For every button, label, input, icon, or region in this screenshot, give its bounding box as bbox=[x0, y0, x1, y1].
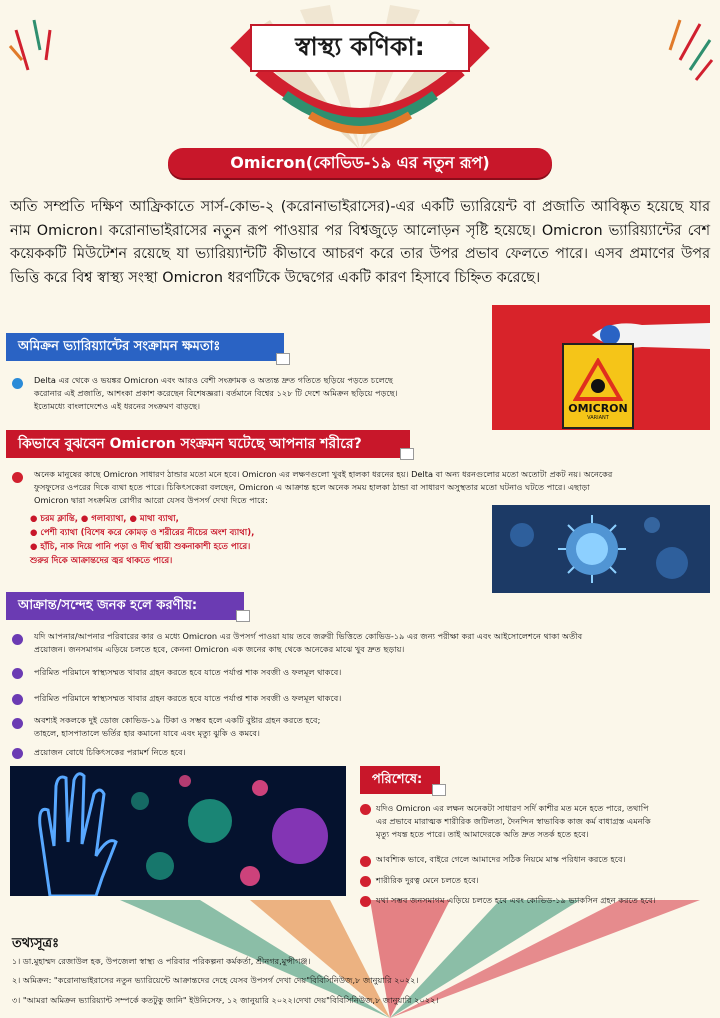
text-line: প্রয়োজন। জনসমাগম এড়িয়ে চলতে হবে, কেননা Omicron এক জনের কাছ থেকে অনেকের মাঝে খুব দ্রুত ছড়ায়। bbox=[34, 644, 405, 654]
action-item bbox=[34, 714, 714, 740]
action-item bbox=[34, 692, 714, 705]
heading-tab bbox=[400, 448, 414, 460]
conclusion-item bbox=[376, 853, 716, 866]
page-title: স্বাস্থ্য কণিকা: bbox=[250, 24, 470, 72]
text-line: যদিও Omicron এর লক্ষন অনেকটা সাধারণ সর্দি কাশীর মত মনে হতে পারে, তথাপি bbox=[376, 803, 649, 813]
intro-paragraph: অতি সম্প্রতি দক্ষিণ আফ্রিকাতে সার্স-কোভ-২ (করোনাভাইরাসের)-এর একটি ভ্যারিয়েন্ট বা প্রজাতি আবিষ্কৃত হয়েছে যার নাম Omicron। করোনাভাইরাসের নতুন রূপ পাওয়ার পর বিশ্বজুড়ে আলোড়ন সৃষ্টি হয়েছে। Omicron ভ্যারিয়্যান্টের বেশ কয়েককটি মিউটেশন রয়েছে যা ভ্যারিয়্যান্টটি কীভাবে আচরণ করে তার উপর প্রভাব ফেলতে পারে। এসব প্রমাণের উপর ভিত্তি করে বিশ্ব স্বাস্থ্য সংস্থা Omicron ধরণটিকে উদ্বেগের একটি কারণ হিসাবে চিহ্নিত করেছে। bbox=[10, 199, 710, 286]
omicron-sign-image bbox=[492, 305, 710, 430]
virus-illustration bbox=[492, 505, 710, 593]
section-actions-title: আক্রান্ত/সন্দেহ জনক হলে করণীয়: bbox=[18, 597, 198, 613]
text-line: আবশ্যিক ভাবে, বাইরে গেলে আমাদের সঠিক নিয়মে মাস্ক পরিধান করতে হবে। bbox=[376, 854, 626, 864]
bullet-icon bbox=[12, 472, 23, 483]
bullet-icon bbox=[12, 668, 23, 679]
text-line: পরিমিত পরিমানে স্বাস্থ্যসম্মত খাবার গ্রহন করতে হবে যাতে পর্যাপ্ত শাক সবজী ও ফলমূল থাকবে। bbox=[34, 693, 342, 703]
text-line: ফুসফুসের ওপরের দিকে ব্যথা হতে পারে। চিকিৎসকেরা বলছেন, Omicron এ আক্রান্ত হলে অনেক সময় হালকা ঠান্ডা বা সাধারণ অসুস্থতার মতো ঘটনাও ঘটতে পারে। এছাড়া bbox=[34, 482, 590, 492]
bullet-icon bbox=[360, 896, 371, 907]
symptom-line: ● হাঁচি, নাক দিয়ে পানি পড়া ও দীর্ঘ স্থায়ী শুকনাকাশী হতে পারে। bbox=[30, 542, 251, 552]
bullet-icon bbox=[12, 748, 23, 759]
sources-heading: তথ্যসূত্রঃ bbox=[12, 936, 60, 951]
symptom-line: ● চরম ক্লান্তি, ● গলাব্যাথা, ● মাথা ব্যাথা, bbox=[30, 514, 179, 524]
text-line: তাহলে, হাসপাতালে ভর্তির হার কমানো যাবে এবং মৃত্যু ঝুকি ও কমবে। bbox=[34, 728, 260, 738]
text-line: করোনার এই প্রজাতি, আশংকা প্রকাশ করেছেন বিশেষজ্ঞরা। বর্তমানে বিশ্বের ১২৮ টি দেশে অমিক্রন ছড়িয়ে পড়ছে। bbox=[34, 388, 398, 398]
text-line: Omicron দ্বারা সংক্রমিত রোগীর আরো যেসব উপসর্গ দেখা দিতে পারে: bbox=[34, 495, 268, 505]
action-item bbox=[34, 746, 714, 759]
heading-tab bbox=[236, 610, 250, 622]
bullet-icon bbox=[360, 856, 371, 867]
text-line: যদি আপনার/আপনার পরিবারের কার ও মধ্যে Omicron এর উপসর্গ পাওয়া যায় তবে জরুরী ভিত্তিতে কোভিড-১৯ এর জন্য পরীক্ষা করা এবং আইসোলেশনে থাকা অতীব bbox=[34, 631, 583, 641]
section-conclusion-title: পরিশেষে: bbox=[372, 771, 423, 787]
section-symptoms-text bbox=[34, 468, 714, 507]
bullet-icon bbox=[12, 718, 23, 729]
bullet-icon bbox=[12, 634, 23, 645]
warning-triangle-icon bbox=[573, 358, 623, 402]
action-item bbox=[34, 666, 714, 679]
text-line: অনেক মানুষের কাছে Omicron সাধারণ ঠান্ডার মতো মনে হবে। Omicron এর লক্ষণগুলো খুবই হালকা ধরনের হয়। Delta বা অন্য ধরনগুলোর মতো অতোটা প্রকট নয়। অনেকের bbox=[34, 469, 613, 479]
omicron-warning-sign bbox=[562, 343, 634, 429]
source-item: ১। ডা.মুহাম্মদ রেজাউল হক, উপজেলা স্বাস্থ্য ও পরিবার পরিকল্পনা কর্মকর্তা, শ্রীনগর,মুন্সীগঞ্জ। bbox=[12, 956, 311, 966]
conclusion-item bbox=[376, 874, 716, 887]
section-infectivity-heading bbox=[6, 333, 284, 361]
symptom-line: ● পেশী ব্যাথা (বিশেষ করে কোমড় ও শরীরের নীচের অংশ ব্যাথা), bbox=[30, 528, 255, 538]
hand-virus-illustration bbox=[10, 766, 346, 896]
section-infectivity-title: অমিক্রন ভ্যারিয়্যান্টের সংক্রামন ক্ষমতাঃ bbox=[18, 338, 221, 354]
subtitle-banner: Omicron(কোভিড-১৯ এর নতুন রূপ) bbox=[168, 148, 552, 178]
source-item: ২। অমিক্রন: "করোনাভাইরাসের নতুন ভ্যারিয়েন্টে আক্রান্তদের দেহে যেসব উপসর্গ দেখা দেয়"বিবিসিনিউজ,৮ জানুয়ারি ২০২২। bbox=[12, 975, 419, 985]
text-line: প্রয়োজন বোধে চিকিৎসকের পরামর্শ নিতে হবে। bbox=[34, 747, 186, 757]
section-symptoms-title: কিভাবে বুঝবেন Omicron সংক্রমন ঘটেছে আপনার শরীরে? bbox=[18, 436, 362, 452]
text-line: শারীরিক দুরত্ব মেনে চলতে হবে। bbox=[376, 875, 479, 885]
heading-tab bbox=[432, 784, 446, 796]
conclusion-item bbox=[376, 894, 716, 907]
hand-virus-image bbox=[10, 766, 346, 896]
sign-word: OMICRON bbox=[568, 402, 628, 415]
text-line: মৃত্যু পযন্ত হতে পারে। তাই আমাদেরকে অতি দ্রুত সতর্ক হতে হবে। bbox=[376, 829, 589, 839]
section-infectivity-text bbox=[34, 374, 484, 413]
text-line: এর প্রভাবে মারাত্মক শারীরিক জটিলতা, দৈনন্দিন স্বাভাবিক কাজ কর্ম বাধাগ্রস্ত এমনকি bbox=[376, 816, 651, 826]
heading-tab bbox=[276, 353, 290, 365]
symptom-list bbox=[30, 512, 480, 568]
symptom-line: শুরুর দিকে আক্রান্তদের জ্বর থাকতে পারে। bbox=[30, 556, 173, 566]
virus-image bbox=[492, 505, 710, 593]
bullet-icon bbox=[12, 694, 23, 705]
source-item: ৩। "আমরা অমিক্রন ভ্যারিয়্যান্ট সম্পর্কে কতটুকু জানি" ইউনিসেফ, ১২ জানুয়ারি ২০২২।দেখা দেয়"বিবিসিনিউজ,৮ জানুয়ারি ২০২২। bbox=[12, 995, 439, 1005]
text-line: ইতোমধ্যে বাংলাদেশেও এই ধরনের সংক্রমণ বাড়ছে। bbox=[34, 401, 201, 411]
bullet-icon bbox=[12, 378, 23, 389]
section-actions-heading bbox=[6, 592, 244, 620]
decorative-sparks-left bbox=[6, 10, 76, 80]
section-symptoms-heading bbox=[6, 430, 410, 458]
title-badge bbox=[232, 18, 488, 78]
text-line: Delta এর থেকে ও ভয়ঙ্কর Omicron এবং আরও বেশী সংক্রামক ও অত্যন্ত দ্রুত গতিতে ছড়িয়ে পড়তে চলেছে bbox=[34, 375, 393, 385]
text-line: অবশ্যই সকলকে দুই ডোজ কোভিড-১৯ টিকা ও সম্ভব হলে একটি বুষ্টার গ্রহন করতে হবে; bbox=[34, 715, 321, 725]
conclusion-item bbox=[376, 802, 716, 841]
sign-sub: VARIANT bbox=[587, 415, 609, 421]
bullet-icon bbox=[360, 876, 371, 887]
action-item bbox=[34, 630, 714, 656]
bullet-icon bbox=[360, 804, 371, 815]
text-line: পরিমিত পরিমানে স্বাস্থ্যসম্মত খাবার গ্রহন করতে হবে যাতে পর্যাপ্ত শাক সবজী ও ফলমূল থাকবে। bbox=[34, 667, 342, 677]
decorative-sparks-right bbox=[640, 10, 715, 85]
text-line: যথা সম্ভব জনসমাগম এড়িয়ে চলতে হবে এবং কোভিড-১৯ ভ্যাকসিন গ্রহন করতে হবে। bbox=[376, 895, 656, 905]
section-conclusion-heading bbox=[360, 766, 440, 794]
